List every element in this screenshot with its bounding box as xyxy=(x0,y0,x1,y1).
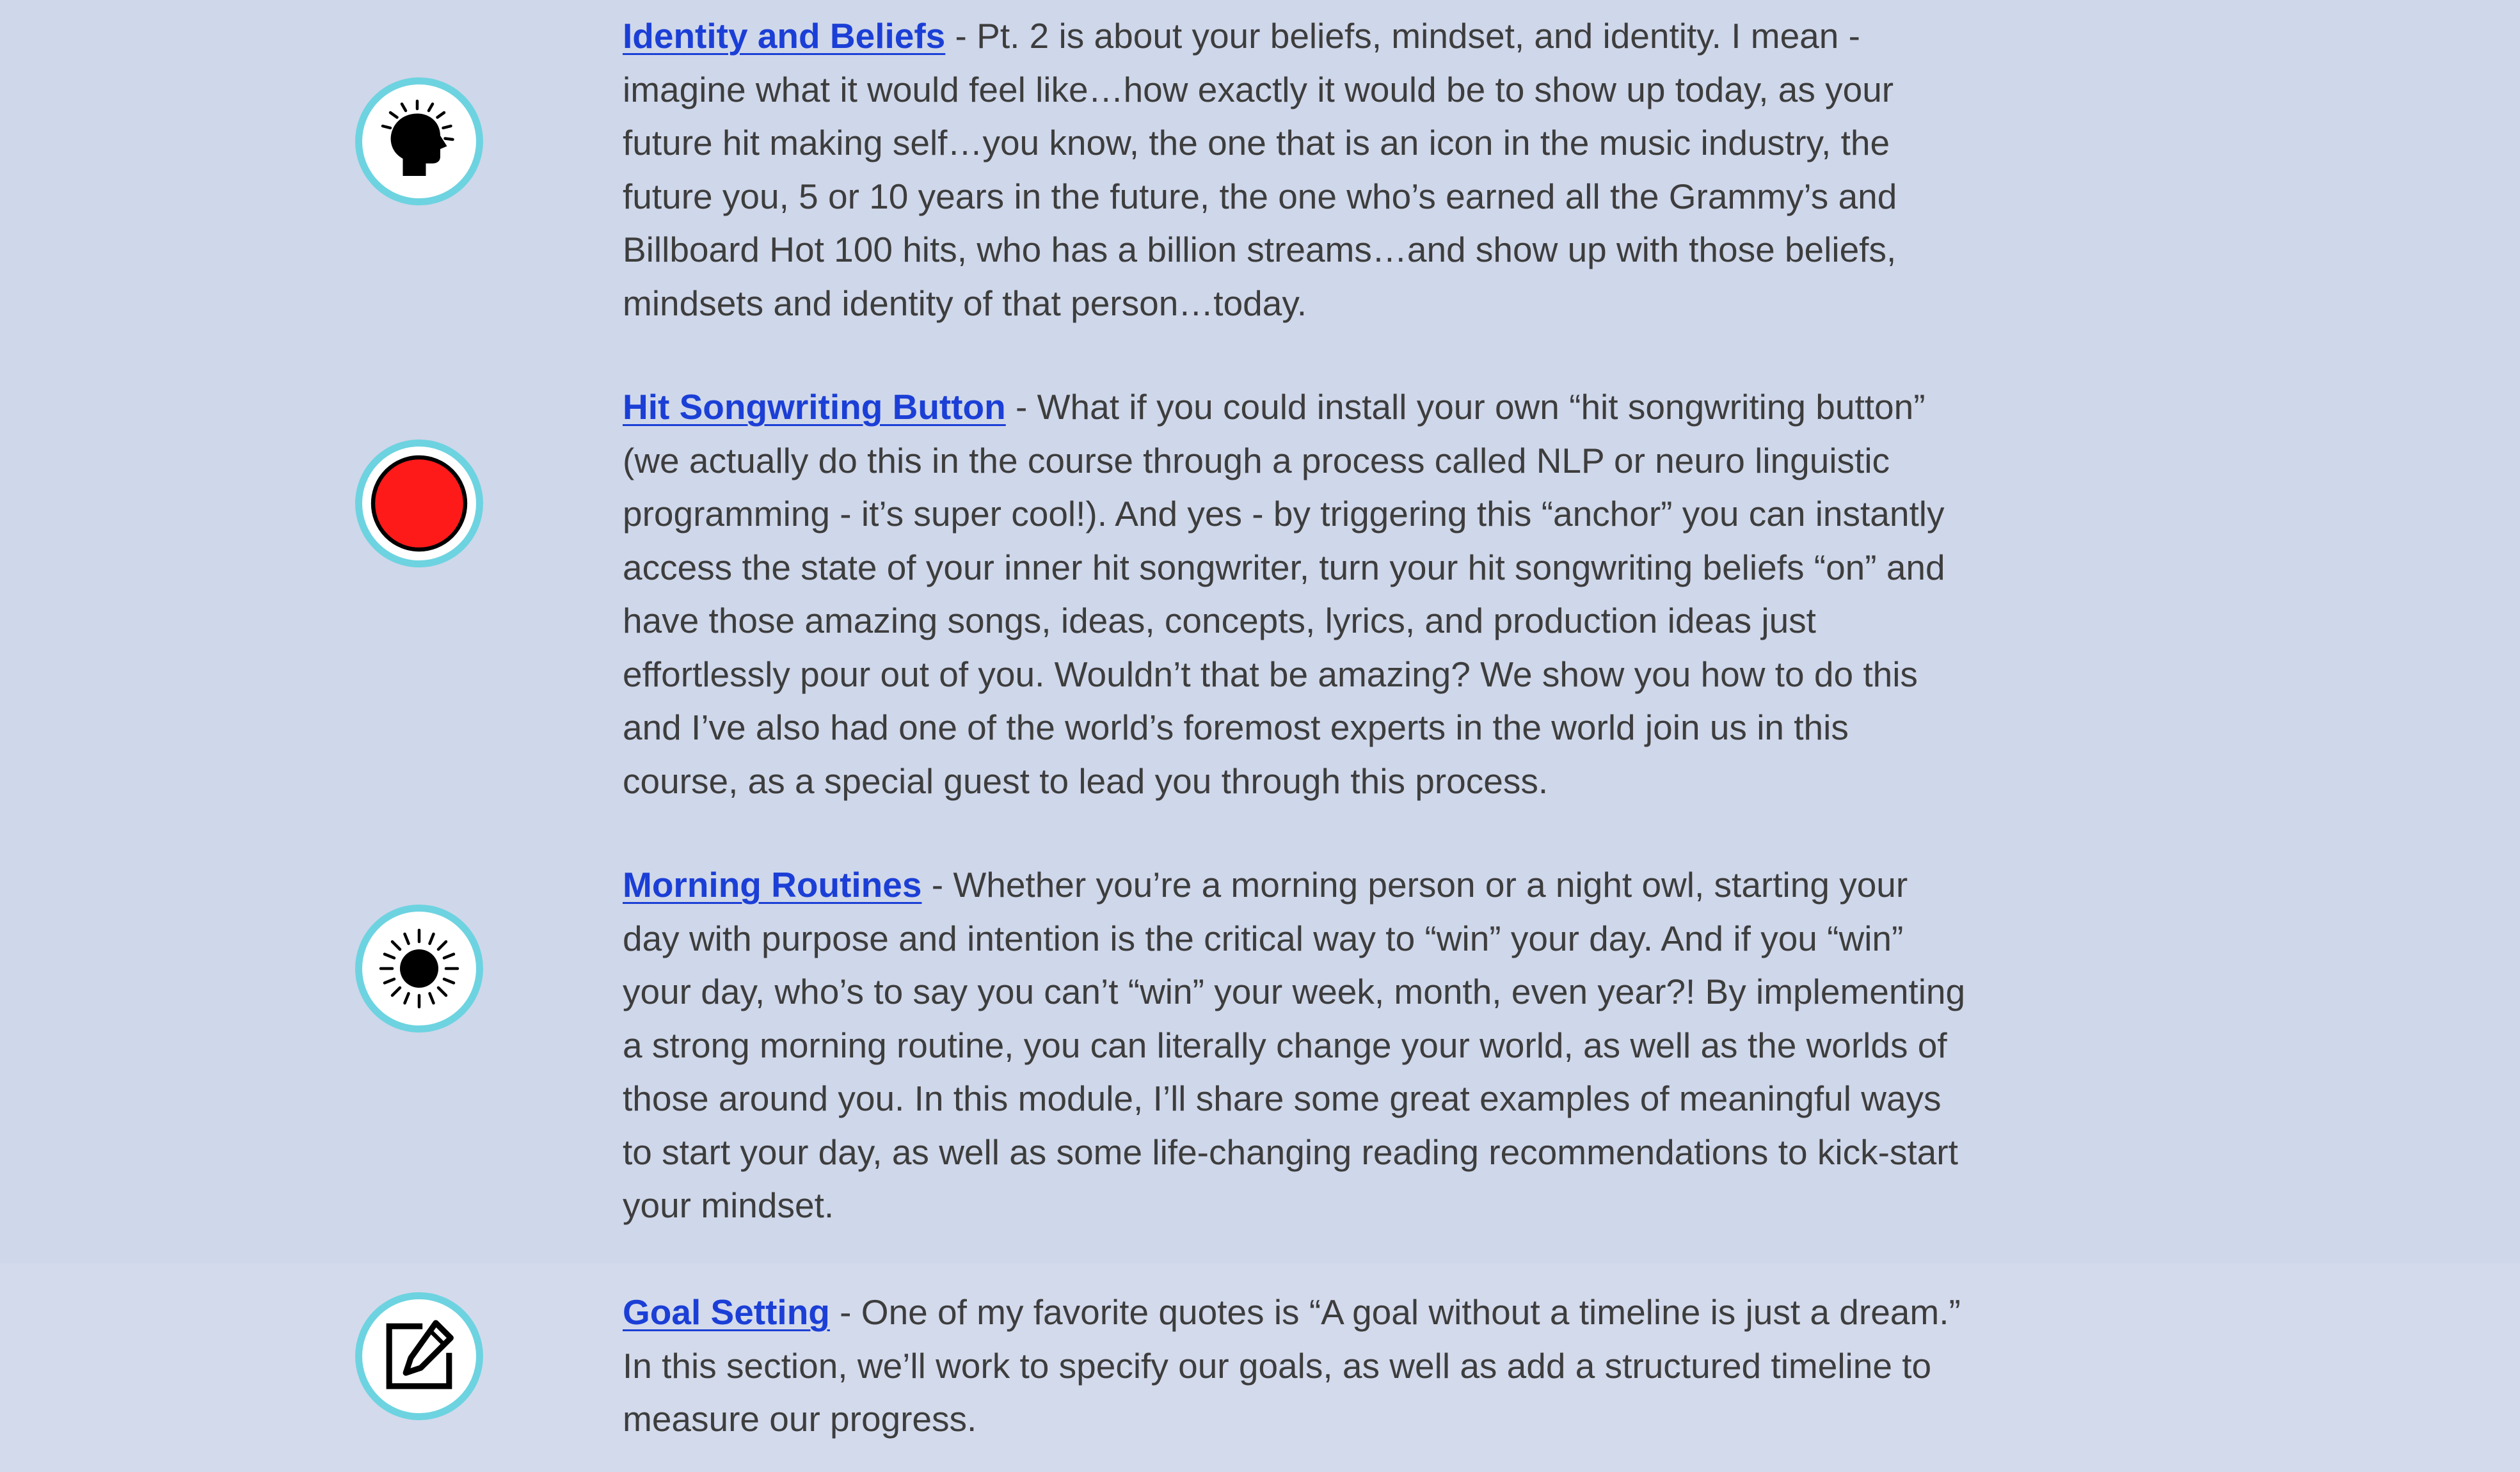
edit-icon xyxy=(355,1292,483,1420)
section-text xyxy=(623,10,1966,330)
sun-icon xyxy=(355,905,483,1033)
section-title-link[interactable]: Goal Setting xyxy=(623,1292,830,1332)
head-idea-icon xyxy=(355,77,483,205)
section-body: One of my favorite quotes is “A goal without a timeline is just a dream.” In this section, we’ll work to specify our goals, as well as add a structured timeline to measure our progress. xyxy=(623,1292,1961,1439)
separator: - xyxy=(1005,387,1037,427)
section-body: Whether you’re a morning person or a night owl, starting your day with purpose and intention is the critical way to “win” your day. And if you “win” your day, who’s to say you can’t “win” your week, month, even year?! By implementing a strong morning routine, you can literally change your world, as well as the worlds of those around you. In this module, I’ll share some great examples of meaningful ways to start your day, as well as some life-changing reading recommendations to kick-start your mindset. xyxy=(623,865,1966,1225)
section-title-link[interactable]: Identity and Beliefs xyxy=(623,16,946,56)
section-text xyxy=(623,859,1966,1233)
section-title-link[interactable]: Hit Songwriting Button xyxy=(623,387,1006,427)
separator: - xyxy=(945,16,977,56)
separator: - xyxy=(921,865,953,905)
section-body: What if you could install your own “hit songwriting button” (we actually do this in the course through a process called NLP or neuro linguistic programming - it’s super cool!). And yes - by triggering this “anchor” you can instantly access the state of your inner hit songwriter, turn your hit songwriting beliefs “on” and have those amazing songs, ideas, concepts, lyrics, and production ideas just effortlessly pour out of you. Wouldn’t that be amazing? We show you how to do this and I’ve also had one of the world’s foremost experts in the world join us in this course, as a special guest to lead you through this process. xyxy=(623,387,1945,801)
section-text xyxy=(623,1286,1966,1446)
section-title-link[interactable]: Morning Routines xyxy=(623,865,922,905)
red-button-icon xyxy=(355,439,483,567)
section-body: Pt. 2 is about your beliefs, mindset, and identity. I mean - imagine what it would feel like…how exactly it would be to show up today, as your future hit making self…you know, the one that is an icon in the music industry, the future you, 5 or 10 years in the future, the one who’s earned all the Grammy’s and Billboard Hot 100 hits, who has a billion streams…and show up with those beliefs, mindsets and identity of that person…today. xyxy=(623,16,1897,323)
section-text xyxy=(623,381,1966,808)
separator: - xyxy=(829,1292,861,1332)
